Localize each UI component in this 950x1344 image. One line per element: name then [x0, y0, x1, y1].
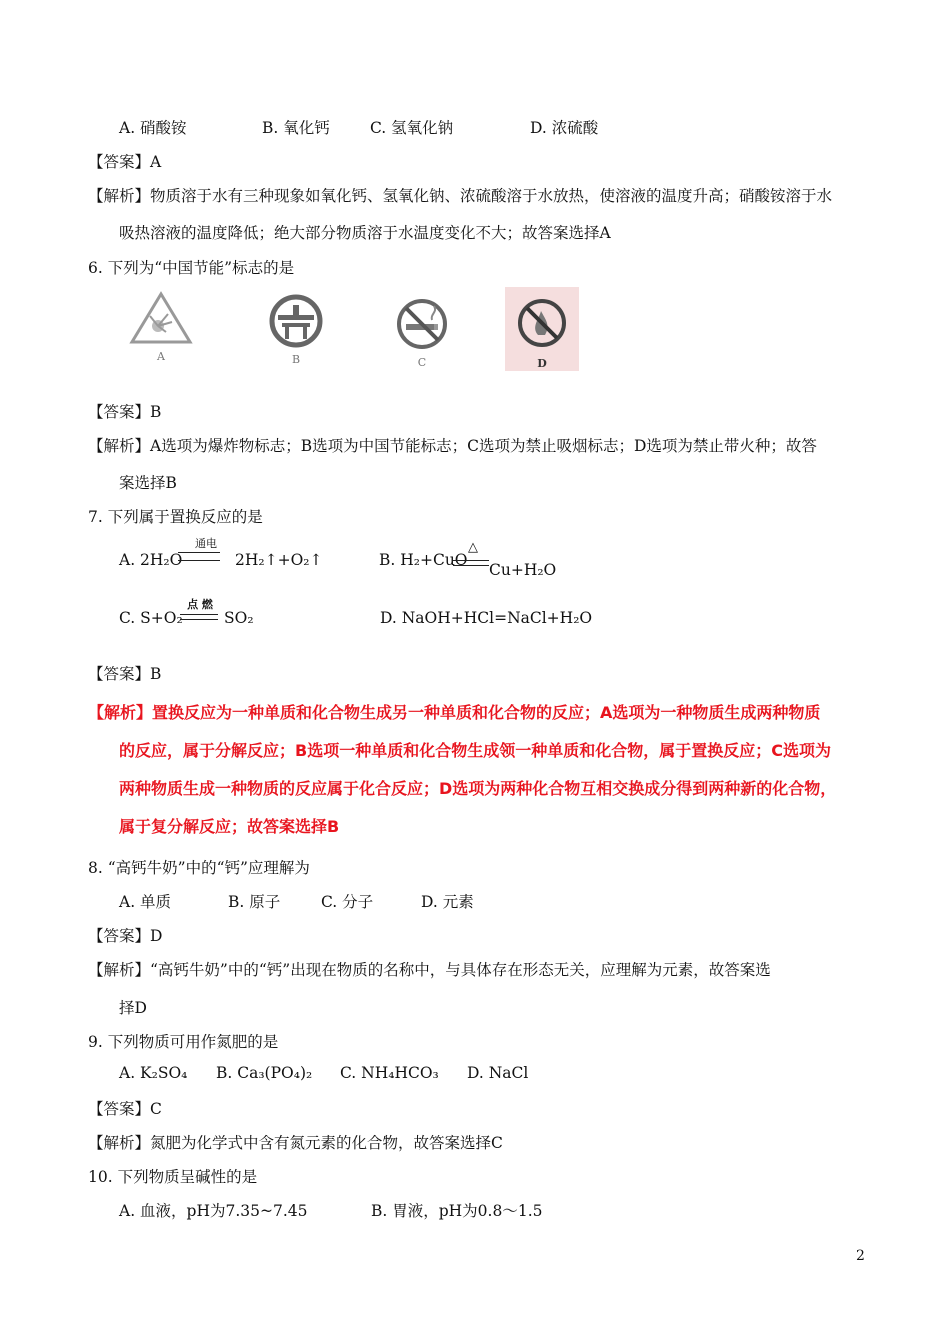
q7-option-b-arrow-line2 [453, 565, 489, 566]
q7-stem: 7. 下列属于置换反应的是 [88, 508, 263, 526]
q7-analysis-line2: 的反应，属于分解反应；B选项一种单质和化合物生成领一种单质和化合物，属于置换反应；C选项为 [119, 741, 831, 760]
q5-option-b: B. 氧化钙 [262, 119, 330, 137]
symbol-caption-c: C [417, 356, 427, 369]
q7-option-c-right: SO₂ [224, 609, 254, 627]
q5-option-c: C. 氢氧化钠 [370, 119, 454, 137]
q5-option-d: D. 浓硫酸 [530, 119, 599, 137]
q7-option-b-arrow-line1 [453, 560, 489, 561]
q9-stem: 9. 下列物质可用作氮肥的是 [88, 1033, 279, 1051]
q7-option-a-left: A. 2H₂O [119, 551, 183, 569]
q9-option-c: C. NH₄HCO₃ [340, 1064, 439, 1082]
q7-option-b-right: Cu+H₂O [489, 561, 557, 579]
q7-answer: 【答案】B [88, 665, 162, 683]
q6-stem: 6. 下列为“中国节能”标志的是 [88, 259, 295, 277]
q7-option-c-arrow-line1 [180, 614, 218, 615]
q5-analysis-line2: 吸热溶液的温度降低；绝大部分物质溶于水温度变化不大；故答案选择A [119, 224, 611, 242]
no-smoking-icon [394, 296, 450, 372]
q9-answer: 【答案】C [88, 1100, 162, 1118]
page-number: 2 [856, 1248, 865, 1264]
q7-analysis-line4: 属于复分解反应；故答案选择B [119, 817, 340, 836]
q8-option-b: B. 原子 [228, 893, 281, 911]
q6-analysis-line2: 案选择B [119, 474, 177, 492]
q7-option-d: D. NaOH+HCl=NaCl+H₂O [380, 609, 593, 627]
q8-option-c: C. 分子 [321, 893, 374, 911]
q9-option-a: A. K₂SO₄ [119, 1064, 188, 1082]
symbol-caption-d: D [537, 357, 547, 370]
q9-analysis-line1: 【解析】氮肥为化学式中含有氮元素的化合物，故答案选择C [88, 1134, 503, 1152]
q8-analysis-line1: 【解析】“高钙牛奶”中的“钙”出现在物质的名称中，与具体存在形态无关，应理解为元素，故答案选 [88, 961, 771, 979]
q7-option-a-arrow-line1 [178, 552, 220, 553]
q10-option-b: B. 胃液，pH为0.8～1.5 [371, 1202, 543, 1220]
energy-saving-logo-icon [268, 293, 328, 365]
symbol-caption-a: A [157, 350, 165, 363]
q7-option-c-left: C. S+O₂ [119, 609, 183, 627]
q5-analysis-line1: 【解析】物质溶于水有三种现象如氧化钙、氢氧化钠、浓硫酸溶于水放热，使溶液的温度升高；硝酸铵溶于水 [88, 187, 833, 205]
q6-analysis-line1: 【解析】A选项为爆炸物标志；B选项为中国节能标志；C选项为禁止吸烟标志；D选项为禁止带火种；故答 [88, 437, 817, 455]
q10-option-a: A. 血液，pH为7.35~7.45 [119, 1202, 308, 1220]
q8-stem: 8. “高钙牛奶”中的“钙”应理解为 [88, 859, 310, 877]
q7-analysis-line1: 【解析】置换反应为一种单质和化合物生成另一种单质和化合物的反应；A选项为一种物质生成两种物质 [88, 703, 821, 722]
symbol-caption-b: B [291, 353, 301, 366]
q7-analysis-line3: 两种物质生成一种物质的反应属于化合反应；D选项为两种化合物互相交换成分得到两种新的化合物， [119, 779, 837, 798]
no-fire-icon [505, 287, 579, 371]
q7-option-a-right: 2H₂↑+O₂↑ [235, 551, 323, 569]
q5-answer: 【答案】A [88, 153, 162, 171]
q8-option-a: A. 单质 [119, 893, 172, 911]
q9-option-d: D. NaCl [467, 1064, 529, 1082]
q7-option-b-left: B. H₂+CuO [379, 551, 468, 569]
q7-option-b-condition: △ [468, 540, 478, 555]
q10-stem: 10. 下列物质呈碱性的是 [88, 1168, 258, 1186]
q7-option-c-condition: 点 燃 [187, 598, 213, 611]
q7-option-a-condition: 通电 [195, 537, 217, 550]
explosive-warning-icon [128, 290, 194, 362]
q6-answer: 【答案】B [88, 403, 162, 421]
q8-option-d: D. 元素 [421, 893, 474, 911]
q9-option-b: B. Ca₃(PO₄)₂ [216, 1064, 313, 1082]
q7-option-a-arrow-line2 [178, 560, 220, 561]
q8-analysis-line2: 择D [119, 999, 147, 1017]
q5-option-a: A. 硝酸铵 [119, 119, 187, 137]
q7-option-c-arrow-line2 [180, 619, 218, 620]
q8-answer: 【答案】D [88, 927, 163, 945]
